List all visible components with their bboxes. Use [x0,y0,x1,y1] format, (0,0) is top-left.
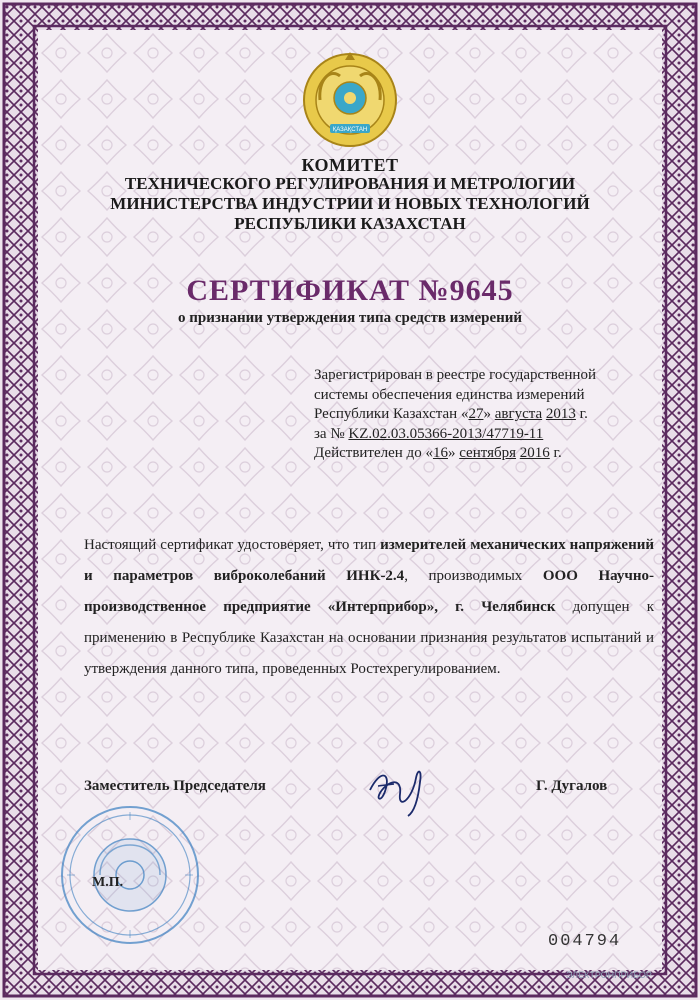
registration-line-2: системы обеспечения единства измерений [314,386,585,403]
stamp-place-label: М.П. [92,875,124,890]
registration-number-line: за № KZ.02.03.05366-2013/47719-11 [314,425,544,442]
valid-year: 2016 [519,445,550,461]
emblem-label: ҚАЗАҚСТАН [332,127,368,133]
certificate-body: Настоящий сертификат удостоверяет, что тип измерителей механических напряжений и параметров виброколебаний ИНК-2.4, производимых ООО Научно-производственное предприятие «Интерприбор», г. Челябинск допущен к применению в Республике Казахстан на основании признания результатов испытаний и утверждения данного типа, проведенных Ростехрегулированием. [84,537,654,677]
registration-block [314,366,654,464]
committee-heading: КОМИТЕТ [301,155,399,175]
committee-line-2: ТЕХНИЧЕСКОГО РЕГУЛИРОВАНИЯ И МЕТРОЛОГИИ [124,174,576,193]
committee-line-3: МИНИСТЕРСТВА ИНДУСТРИИ И НОВЫХ ТЕХНОЛОГИЙ [110,194,590,213]
signatory-title: Заместитель Председателя [84,778,266,794]
registration-line-3: Республики Казахстан «27» августа 2013 г. [314,406,588,422]
certificate-subtitle: о признании утверждения типа средств измерений [177,310,523,326]
signatory-name: Г. Дугалов [536,778,608,794]
valid-month: сентября [459,445,517,461]
registration-year: 2013 [545,406,576,422]
registration-number: KZ.02.03.05366-2013/47719-11 [348,425,544,442]
manufacturer: ООО Научно-производственное предприятие «Интерприбор», г. Челябинск [84,568,654,615]
certificate-title: СЕРТИФИКАТ №9645 [186,274,514,307]
valid-day: 16 [432,445,448,461]
serial-number: 004794 [548,932,622,951]
registration-day: 27 [468,406,484,422]
handwritten-signature-icon [360,760,440,820]
official-seal-icon [55,800,205,950]
registration-month: августа [494,406,543,422]
state-emblem-icon [300,50,400,150]
validity-line: Действителен до «16» сентября 2016 г. [314,445,562,461]
committee-line-4: РЕСПУБЛИКИ КАЗАХСТАН [234,214,466,233]
instrument-type: измерителей механических напряжений и параметров виброколебаний ИНК-2.4 [84,537,654,584]
watermark-text: ЭЛЕКТРОНПРИБОР [566,970,652,980]
registration-line-1: Зарегистрирован в реестре государственной [314,367,596,383]
